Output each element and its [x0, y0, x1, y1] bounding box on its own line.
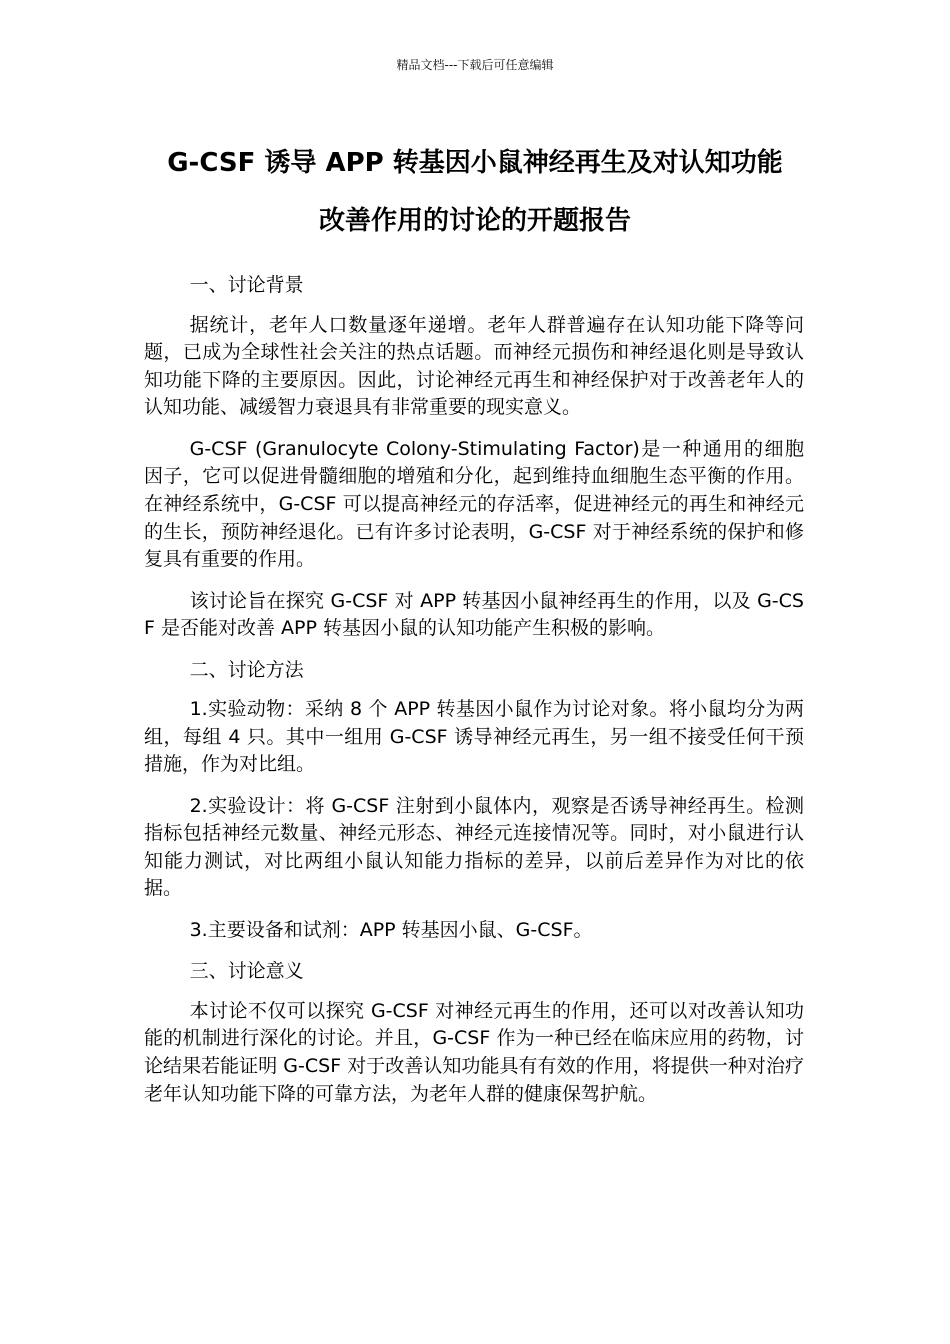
paragraph-background-1: 据统计，老年人口数量逐年递增。老年人群普遍存在认知功能下降等问题，已成为全球性社会关注的热点话题。而神经元损伤和神经退化则是导致认知功能下降的主要原因。因此，讨论神经元再生和神经保护对于改善老年人的认知功能、减缓智力衰退具有非常重要的现实意义。 — [144, 313, 804, 419]
header-note: 精品文档---下载后可任意编辑 — [396, 58, 554, 72]
paragraph-background-3: 该讨论旨在探究 G-CSF 对 APP 转基因小鼠神经再生的作用，以及 G-CSF 是否能对改善 APP 转基因小鼠的认知功能产生积极的影响。 — [144, 589, 804, 640]
paragraph-methods-1: 1.实验动物：采纳 8 个 APP 转基因小鼠作为讨论对象。将小鼠均分为两组，每组 4 只。其中一组用 G-CSF 诱导神经元再生，另一组不接受任何干预措施，作为对比组。 — [144, 698, 804, 776]
document-title — [130, 134, 820, 250]
paragraph-methods-3: 3.主要设备和试剂：APP 转基因小鼠、G-CSF。 — [189, 918, 593, 941]
title-line-1: G-CSF 诱导 APP 转基因小鼠神经再生及对认知功能 — [167, 148, 783, 178]
section-heading-methods: 二、讨论方法 — [189, 658, 304, 681]
paragraph-significance-1: 本讨论不仅可以探究 G-CSF 对神经元再生的作用，还可以对改善认知功能的机制进行深化的讨论。并且，G-CSF 作为一种已经在临床应用的药物，讨论结果若能证明 G-CSF 对于改善认知功能具有有效的作用，将提供一种对治疗老年认知功能下降的可靠方法，为老年人群的健康保驾护航。 — [144, 999, 804, 1105]
paragraph-methods-2: 2.实验设计：将 G-CSF 注射到小鼠体内，观察是否诱导神经再生。检测指标包括神经元数量、神经元形态、神经元连接情况等。同时，对小鼠进行认知能力测试，对比两组小鼠认知能力指标的差异，以前后差异作为对比的依据。 — [144, 794, 804, 900]
paragraph-background-2: G-CSF (Granulocyte Colony-Stimulating Factor)是一种通用的细胞因子，它可以促进骨髓细胞的增殖和分化，起到维持血细胞生态平衡的作用。在神经系统中，G-CSF 可以提高神经元的存活率，促进神经元的再生和神经元的生长，预防神经退化。已有许多讨论表明，G-CSF 对于神经系统的保护和修复具有重要的作用。 — [144, 437, 804, 571]
section-heading-significance: 三、讨论意义 — [189, 960, 304, 983]
title-line-2: 改善作用的讨论的开题报告 — [318, 206, 631, 236]
section-heading-background: 一、讨论背景 — [189, 274, 304, 296]
document-body — [144, 272, 804, 1122]
